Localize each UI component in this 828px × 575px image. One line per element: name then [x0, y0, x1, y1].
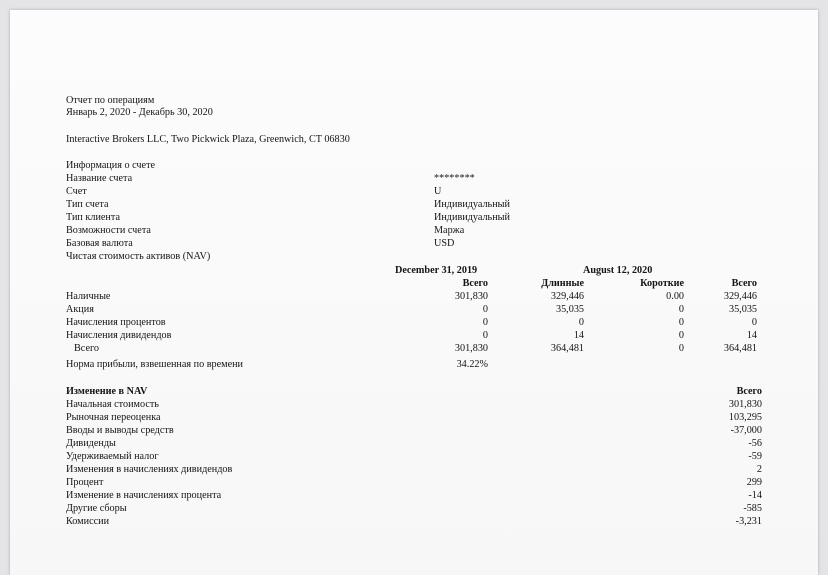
nav-row-label: Наличные: [66, 291, 111, 302]
account-info-label: Базовая валюта: [66, 238, 133, 249]
account-info-heading: Информация о счете: [66, 160, 156, 171]
account-info-value: Индивидуальный: [434, 212, 510, 223]
nav-row-total: 35,035: [728, 304, 757, 315]
nav-row-short: 0: [678, 317, 684, 328]
nav-date-column-1: December 31, 2019: [395, 265, 478, 276]
nav-col-total-1: Всего: [462, 278, 488, 289]
change-nav-row-label: Рыночная переоценка: [66, 412, 161, 423]
nav-row-long: 0: [578, 317, 584, 328]
nav-row-value-2019: 301,830: [454, 291, 488, 302]
change-nav-row-value: 299: [746, 477, 762, 488]
nav-heading: Чистая стоимость активов (NAV): [66, 251, 211, 262]
nav-row-value-2019: 301,830: [454, 343, 488, 354]
report-period: Январь 2, 2020 - Декабрь 30, 2020: [66, 107, 213, 118]
nav-row-value-2019: 0: [482, 304, 488, 315]
nav-row-total: 0: [751, 317, 757, 328]
nav-row-total: 14: [746, 330, 757, 341]
nav-row-short: 0.00: [666, 291, 684, 302]
change-nav-row-label: Удерживаемый налог: [66, 451, 159, 462]
report-title: Отчет по операциям: [66, 95, 155, 106]
change-nav-row-label: Другие сборы: [66, 503, 127, 514]
change-nav-row-label: Дивиденды: [66, 438, 116, 449]
account-info-label: Тип клиента: [66, 212, 120, 223]
nav-row-value-2019: 0: [482, 330, 488, 341]
change-nav-row-value: -37,000: [730, 425, 762, 436]
nav-row-long: 35,035: [555, 304, 584, 315]
change-nav-row-value: 2: [756, 464, 762, 475]
nav-row-short: 0: [678, 304, 684, 315]
account-info-label: Счет: [66, 186, 87, 197]
nav-row-long: 14: [573, 330, 584, 341]
nav-row-label-total: Всего: [74, 343, 99, 354]
nav-row-label: Начисления процентов: [66, 317, 166, 328]
change-nav-row-value: 301,830: [728, 399, 762, 410]
nav-row-short: 0: [678, 330, 684, 341]
change-nav-row-value: 103,295: [728, 412, 762, 423]
nav-date-column-2: August 12, 2020: [583, 265, 653, 276]
change-nav-row-label: Вводы и выводы средств: [66, 425, 174, 436]
account-info-label: Возможности счета: [66, 225, 151, 236]
nav-row-total: 364,481: [723, 343, 757, 354]
account-info-label: Название счета: [66, 173, 133, 184]
change-nav-row-label: Изменения в начислениях дивидендов: [66, 464, 233, 475]
nav-row-long: 329,446: [550, 291, 584, 302]
nav-row-long: 364,481: [550, 343, 584, 354]
account-info-value: U: [434, 186, 442, 197]
change-nav-total-header: Всего: [736, 386, 762, 397]
nav-col-long: Длинные: [541, 278, 584, 289]
nav-row-total: 329,446: [723, 291, 757, 302]
change-nav-heading: Изменение в NAV: [66, 386, 148, 397]
change-nav-row-value: -585: [743, 503, 762, 514]
change-nav-row-label: Изменение в начислениях процента: [66, 490, 222, 501]
change-nav-row-value: -14: [748, 490, 762, 501]
nav-row-label: Начисления дивидендов: [66, 330, 172, 341]
change-nav-row-value: -3,231: [735, 516, 762, 527]
account-info-label: Тип счета: [66, 199, 109, 210]
account-info-value: ********: [434, 173, 475, 184]
change-nav-row-label: Процент: [66, 477, 104, 488]
change-nav-row-value: -56: [748, 438, 762, 449]
nav-col-short: Короткие: [640, 278, 684, 289]
change-nav-row-value: -59: [748, 451, 762, 462]
account-info-value: Индивидуальный: [434, 199, 510, 210]
account-info-value: Маржа: [434, 225, 465, 236]
broker-address: Interactive Brokers LLC, Two Pickwick Plaza, Greenwich, CT 06830: [66, 134, 350, 145]
account-info-value: USD: [434, 238, 455, 249]
twr-value: 34.22%: [456, 359, 488, 370]
nav-row-value-2019: 0: [482, 317, 488, 328]
statement-page: [10, 10, 818, 575]
nav-col-total-2: Всего: [731, 278, 757, 289]
change-nav-row-label: Начальная стоимость: [66, 399, 159, 410]
twr-label: Норма прибыли, взвешенная по времени: [66, 359, 244, 370]
nav-row-short: 0: [678, 343, 684, 354]
change-nav-row-label: Комиссии: [66, 516, 110, 527]
nav-row-label: Акция: [66, 304, 94, 315]
